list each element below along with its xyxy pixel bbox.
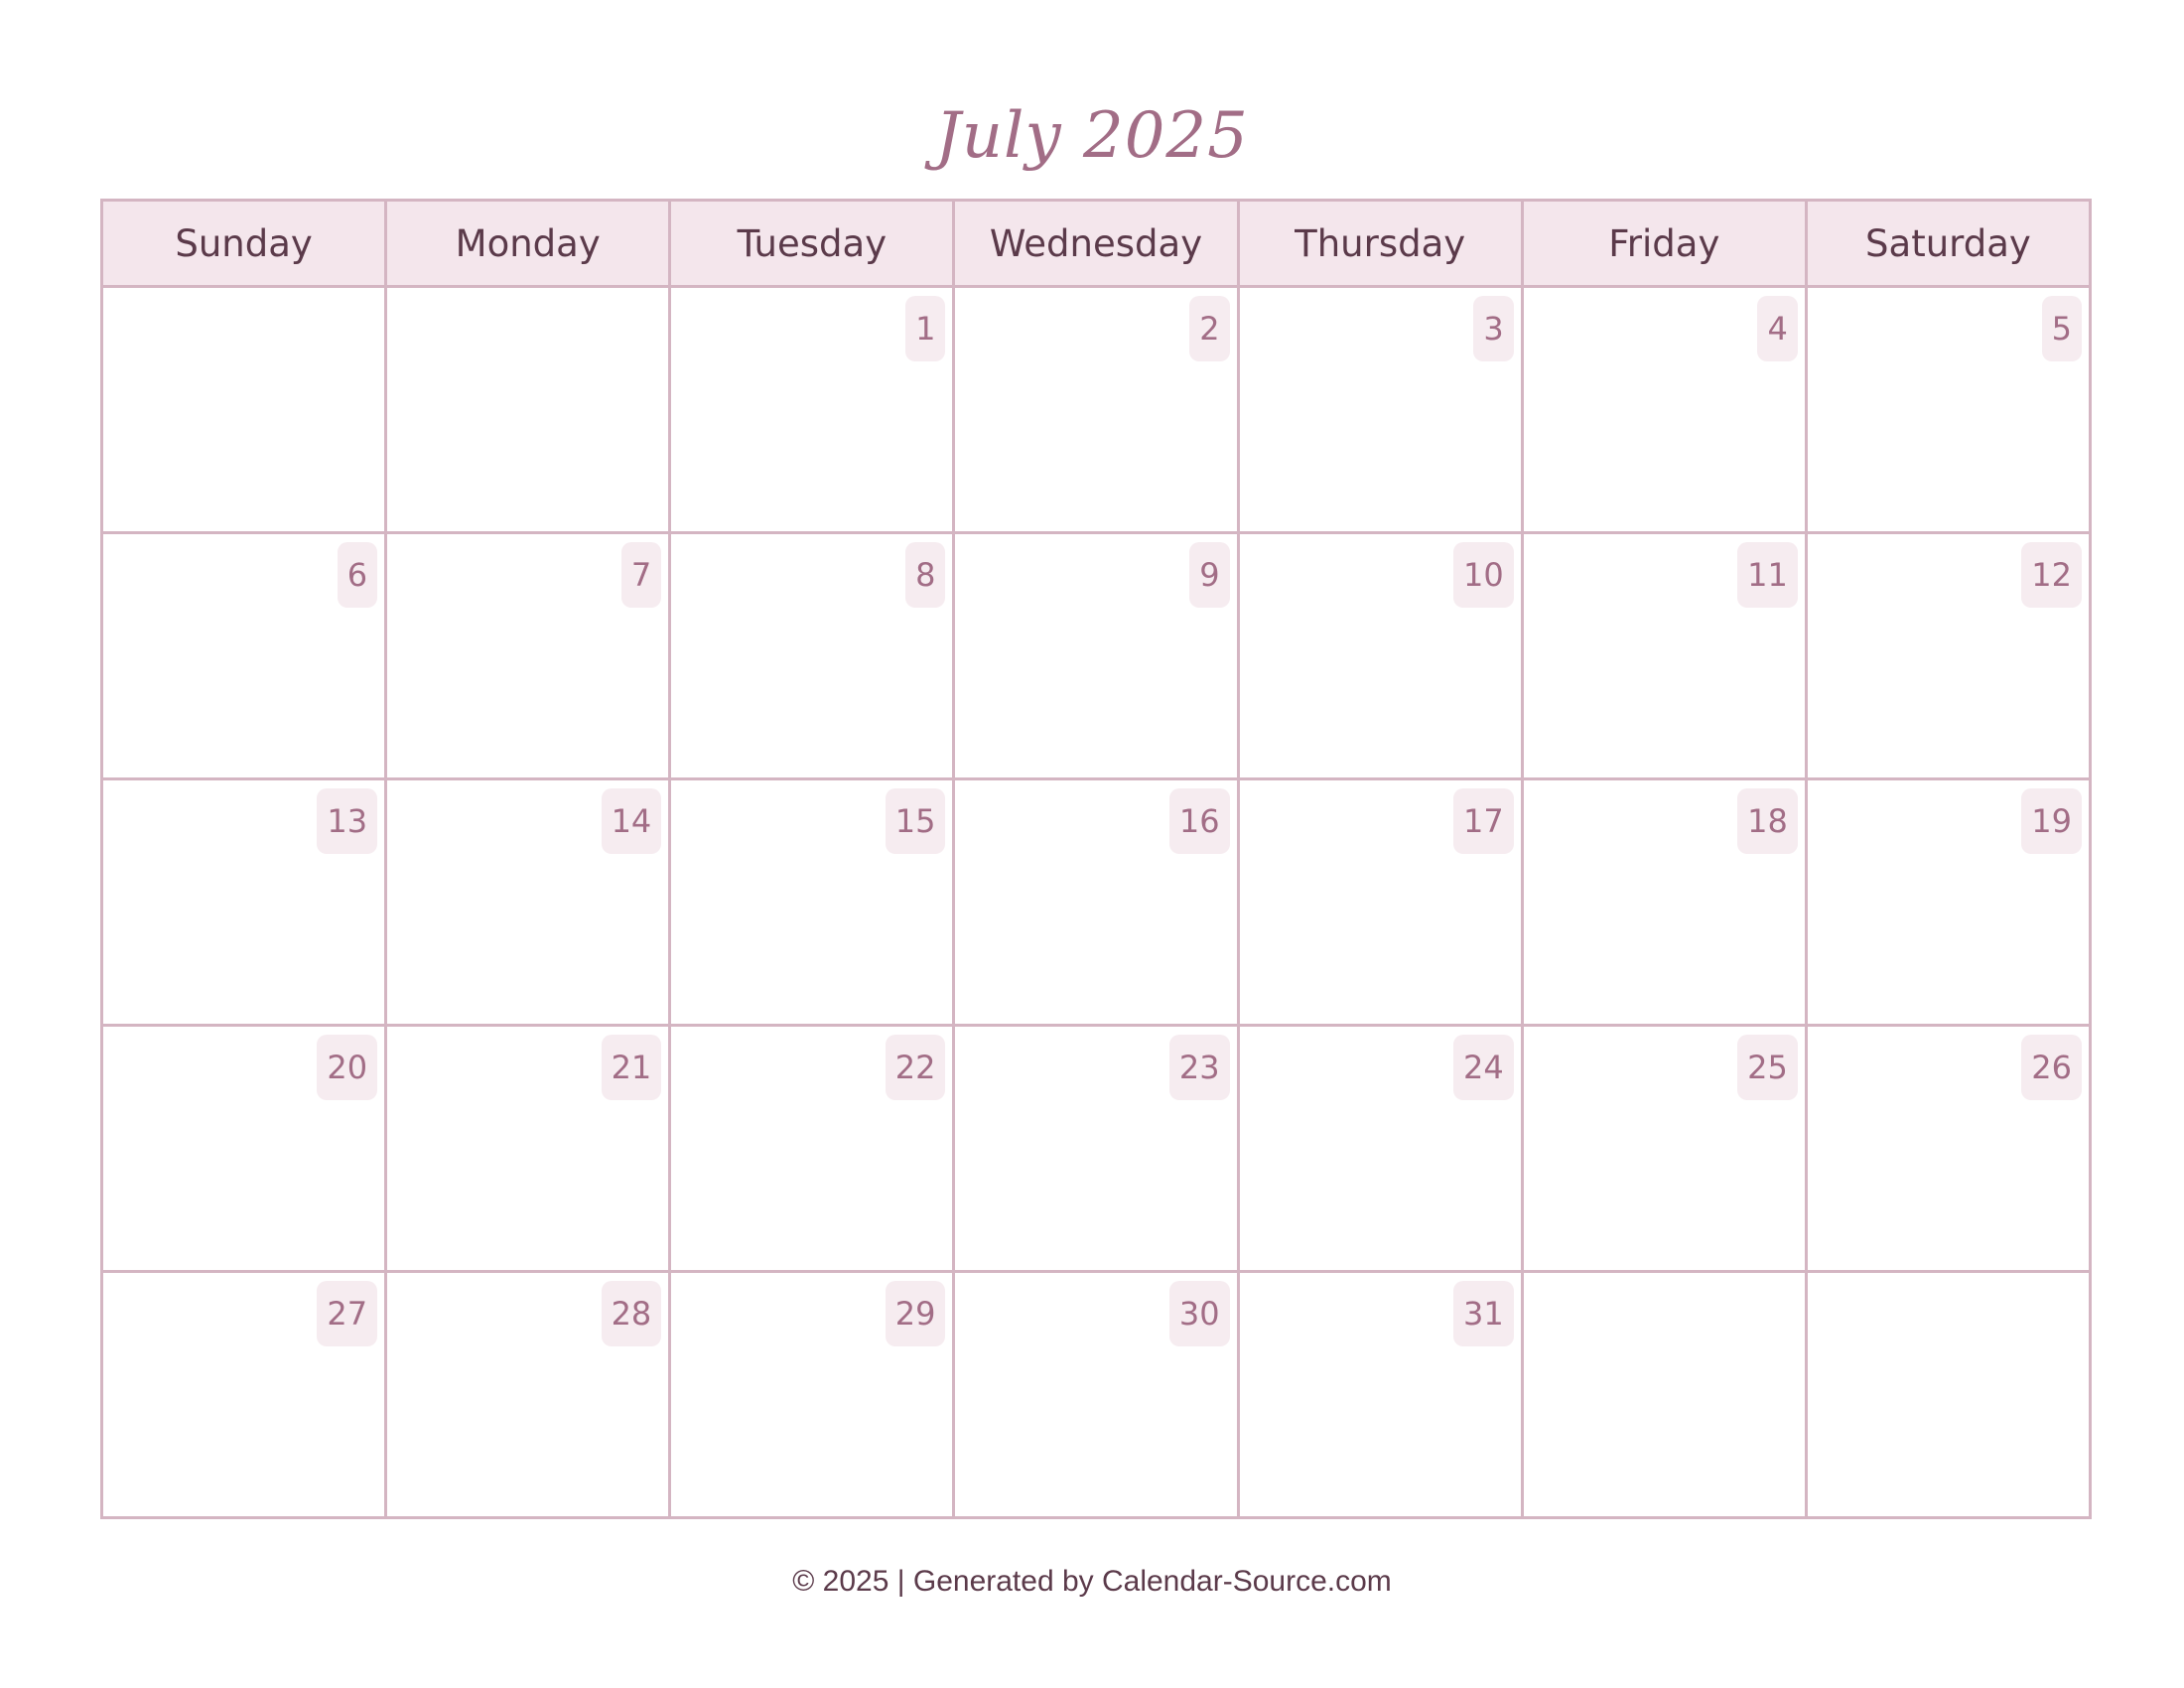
day-cell <box>386 287 670 533</box>
calendar-grid <box>100 199 2092 1519</box>
day-number: 30 <box>1169 1281 1230 1346</box>
day-cell[interactable] <box>670 533 954 779</box>
day-number: 19 <box>2021 788 2082 854</box>
day-cell[interactable] <box>102 1026 386 1272</box>
day-cell <box>1806 1272 2090 1518</box>
day-cell[interactable] <box>1238 1026 1522 1272</box>
day-number: 28 <box>602 1281 662 1346</box>
day-cell[interactable] <box>1238 533 1522 779</box>
day-number: 5 <box>2042 296 2082 361</box>
day-cell[interactable] <box>1522 533 1806 779</box>
day-number: 14 <box>602 788 662 854</box>
day-cell[interactable] <box>954 1026 1238 1272</box>
day-number: 4 <box>1757 296 1797 361</box>
day-cell[interactable] <box>1806 779 2090 1026</box>
weekday-header: Tuesday <box>670 201 954 287</box>
weekday-header: Wednesday <box>954 201 1238 287</box>
weekday-header: Saturday <box>1806 201 2090 287</box>
day-number: 7 <box>621 542 661 608</box>
day-number: 2 <box>1189 296 1229 361</box>
week-row <box>102 779 2091 1026</box>
day-number: 29 <box>886 1281 946 1346</box>
day-number: 24 <box>1453 1035 1514 1100</box>
weekday-header: Monday <box>386 201 670 287</box>
calendar-title: July 2025 <box>935 99 1249 173</box>
day-cell[interactable] <box>386 779 670 1026</box>
day-number: 16 <box>1169 788 1230 854</box>
day-cell <box>1522 1272 1806 1518</box>
weekday-header: Friday <box>1522 201 1806 287</box>
day-cell[interactable] <box>1806 287 2090 533</box>
day-number: 18 <box>1737 788 1798 854</box>
weekday-header: Sunday <box>102 201 386 287</box>
day-cell[interactable] <box>1806 533 2090 779</box>
day-cell[interactable] <box>1522 1026 1806 1272</box>
day-number: 9 <box>1189 542 1229 608</box>
day-number: 31 <box>1453 1281 1514 1346</box>
day-cell[interactable] <box>954 287 1238 533</box>
day-cell[interactable] <box>102 533 386 779</box>
day-number: 26 <box>2021 1035 2082 1100</box>
day-number: 17 <box>1453 788 1514 854</box>
day-number: 13 <box>317 788 377 854</box>
footer-credit: © 2025 | Generated by Calendar-Source.com <box>792 1565 1392 1598</box>
day-cell[interactable] <box>670 287 954 533</box>
day-cell[interactable] <box>954 1272 1238 1518</box>
day-cell[interactable] <box>1238 1272 1522 1518</box>
day-cell[interactable] <box>1522 287 1806 533</box>
day-number: 23 <box>1169 1035 1230 1100</box>
day-cell[interactable] <box>386 533 670 779</box>
day-cell[interactable] <box>670 1272 954 1518</box>
calendar-body <box>102 287 2091 1518</box>
day-cell[interactable] <box>1238 287 1522 533</box>
day-cell[interactable] <box>386 1026 670 1272</box>
day-number: 25 <box>1737 1035 1798 1100</box>
day-number: 8 <box>905 542 945 608</box>
day-number: 27 <box>317 1281 377 1346</box>
day-cell[interactable] <box>1522 779 1806 1026</box>
day-cell[interactable] <box>954 533 1238 779</box>
day-number: 10 <box>1453 542 1514 608</box>
day-number: 20 <box>317 1035 377 1100</box>
day-cell[interactable] <box>386 1272 670 1518</box>
day-number: 1 <box>905 296 945 361</box>
week-row <box>102 1026 2091 1272</box>
week-row <box>102 1272 2091 1518</box>
day-number: 6 <box>338 542 377 608</box>
day-cell[interactable] <box>102 1272 386 1518</box>
day-cell[interactable] <box>670 779 954 1026</box>
day-cell[interactable] <box>1238 779 1522 1026</box>
day-number: 15 <box>886 788 946 854</box>
weekday-header: Thursday <box>1238 201 1522 287</box>
day-cell[interactable] <box>954 779 1238 1026</box>
day-cell[interactable] <box>102 779 386 1026</box>
weekday-header-row <box>102 201 2091 287</box>
day-cell[interactable] <box>1806 1026 2090 1272</box>
day-number: 11 <box>1737 542 1798 608</box>
day-number: 21 <box>602 1035 662 1100</box>
day-number: 12 <box>2021 542 2082 608</box>
day-cell <box>102 287 386 533</box>
day-number: 3 <box>1473 296 1513 361</box>
day-number: 22 <box>886 1035 946 1100</box>
day-cell[interactable] <box>670 1026 954 1272</box>
week-row <box>102 287 2091 533</box>
week-row <box>102 533 2091 779</box>
